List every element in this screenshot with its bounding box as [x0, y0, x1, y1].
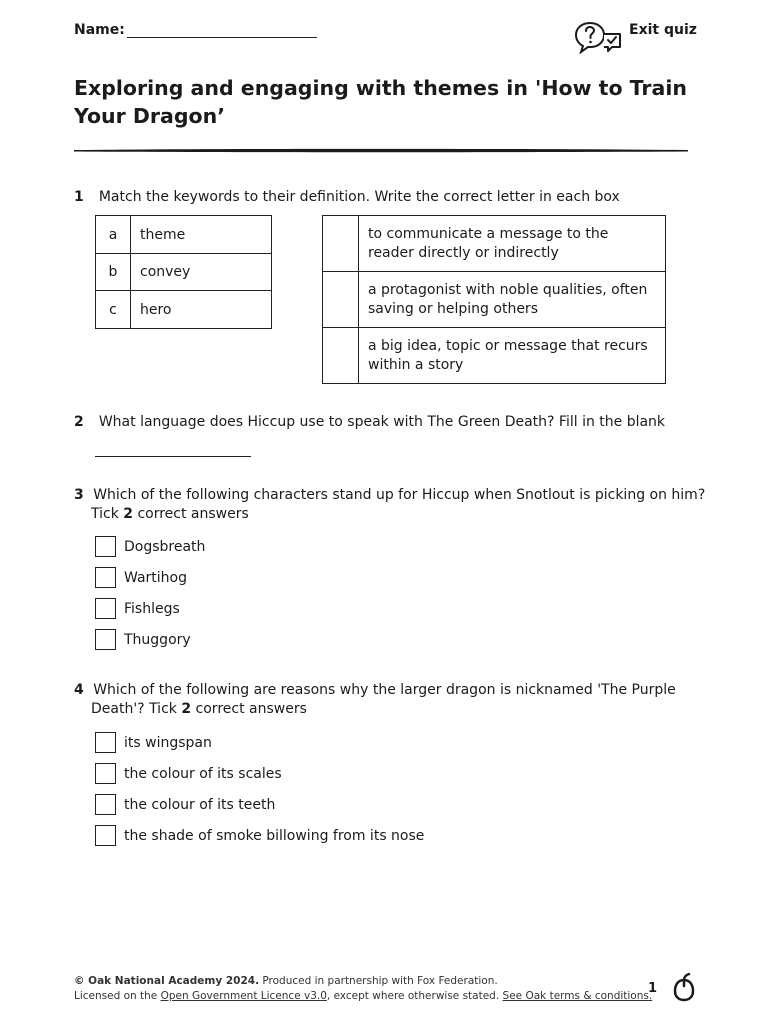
keyword-row	[96, 291, 272, 329]
option-wingspan[interactable]	[95, 727, 424, 758]
checkbox[interactable]	[95, 567, 116, 588]
instruction-text: Tick	[91, 505, 124, 522]
question-number: 2	[74, 414, 84, 430]
exit-quiz-label: Exit quiz	[629, 22, 697, 38]
answer-box[interactable]	[323, 272, 359, 328]
name-field-row	[74, 22, 317, 38]
question-instruction	[74, 505, 714, 524]
footer	[74, 974, 652, 1004]
keyword-letter: c	[96, 291, 131, 329]
fill-in-blank-line[interactable]	[95, 456, 251, 457]
definition-row	[323, 328, 666, 384]
definition-text: a protagonist with noble qualities, often saving or helping others	[359, 272, 666, 328]
instruction-text: correct answers	[191, 700, 307, 717]
page-title: Exploring and engaging with themes in 'How to Train Your Dragon’	[74, 76, 687, 128]
option-scales[interactable]	[95, 758, 424, 789]
name-input-line[interactable]	[127, 22, 317, 38]
terms-link[interactable]: See Oak terms & conditions.	[502, 990, 653, 1002]
name-label: Name:	[74, 22, 125, 38]
option-label: the colour of its teeth	[124, 796, 276, 813]
option-label: Fishlegs	[124, 600, 180, 617]
option-dogsbreath[interactable]	[95, 531, 205, 562]
keyword-word: hero	[131, 291, 272, 329]
question-text: What language does Hiccup use to speak with The Green Death? Fill in the blank	[98, 414, 666, 430]
definitions-table	[322, 215, 666, 384]
answer-box[interactable]	[323, 216, 359, 272]
option-label: its wingspan	[124, 734, 212, 751]
checkbox[interactable]	[95, 825, 116, 846]
produced-text: Produced in partnership with Fox Federation.	[259, 975, 498, 987]
question-4	[74, 681, 714, 718]
definition-text: a big idea, topic or message that recurs within a story	[359, 328, 666, 384]
title-divider	[74, 146, 688, 154]
instruction-text: Death'? Tick	[91, 700, 182, 717]
keyword-letter: a	[96, 216, 131, 254]
licence-link[interactable]: Open Government Licence v3.0	[160, 990, 327, 1002]
keyword-row	[96, 254, 272, 291]
option-teeth[interactable]	[95, 789, 424, 820]
question-text: Match the keywords to their definition. Write the correct letter in each box	[98, 189, 620, 205]
option-label: Thuggory	[124, 631, 191, 648]
checkbox[interactable]	[95, 794, 116, 815]
option-thuggory[interactable]	[95, 624, 205, 655]
question-instruction	[74, 700, 714, 719]
question-1	[74, 186, 714, 207]
licensed-text: Licensed on the	[74, 990, 161, 1002]
definition-row	[323, 272, 666, 328]
question-number: 3	[74, 487, 84, 503]
q3-options	[95, 531, 205, 655]
keyword-row	[96, 216, 272, 254]
option-label: the shade of smoke billowing from its nose	[124, 827, 425, 844]
option-label: Dogsbreath	[124, 538, 206, 555]
option-wartihog[interactable]	[95, 562, 205, 593]
keywords-table	[95, 215, 272, 329]
checkbox[interactable]	[95, 629, 116, 650]
definition-text: to communicate a message to the reader directly or indirectly	[359, 216, 666, 272]
question-text: Which of the following are reasons why the larger dragon is nicknamed 'The Purple	[93, 682, 676, 698]
checkbox[interactable]	[95, 732, 116, 753]
keyword-word: convey	[131, 254, 272, 291]
answer-box[interactable]	[323, 328, 359, 384]
option-smoke[interactable]	[95, 820, 424, 851]
checkbox[interactable]	[95, 598, 116, 619]
answer-count: 2	[123, 505, 134, 522]
copyright-text: © Oak National Academy 2024.	[74, 975, 260, 987]
option-label: the colour of its scales	[124, 765, 282, 782]
page-number: 1	[648, 981, 658, 996]
question-3	[74, 486, 714, 523]
question-number: 4	[74, 682, 84, 698]
definition-row	[323, 216, 666, 272]
instruction-text: correct answers	[133, 505, 249, 522]
option-fishlegs[interactable]	[95, 593, 205, 624]
checkbox[interactable]	[95, 763, 116, 784]
question-text: Which of the following characters stand up for Hiccup when Snotlout is picking on him?	[93, 487, 706, 503]
answer-count: 2	[181, 700, 192, 717]
option-label: Wartihog	[124, 569, 187, 586]
oak-acorn-logo	[673, 972, 695, 1002]
keyword-word: theme	[131, 216, 272, 254]
licensed-text: , except where otherwise stated.	[326, 990, 503, 1002]
question-number: 1	[74, 189, 84, 205]
quiz-speech-icon	[574, 20, 624, 54]
q4-options	[95, 727, 424, 851]
keyword-letter: b	[96, 254, 131, 291]
checkbox[interactable]	[95, 536, 116, 557]
question-2	[74, 411, 714, 432]
